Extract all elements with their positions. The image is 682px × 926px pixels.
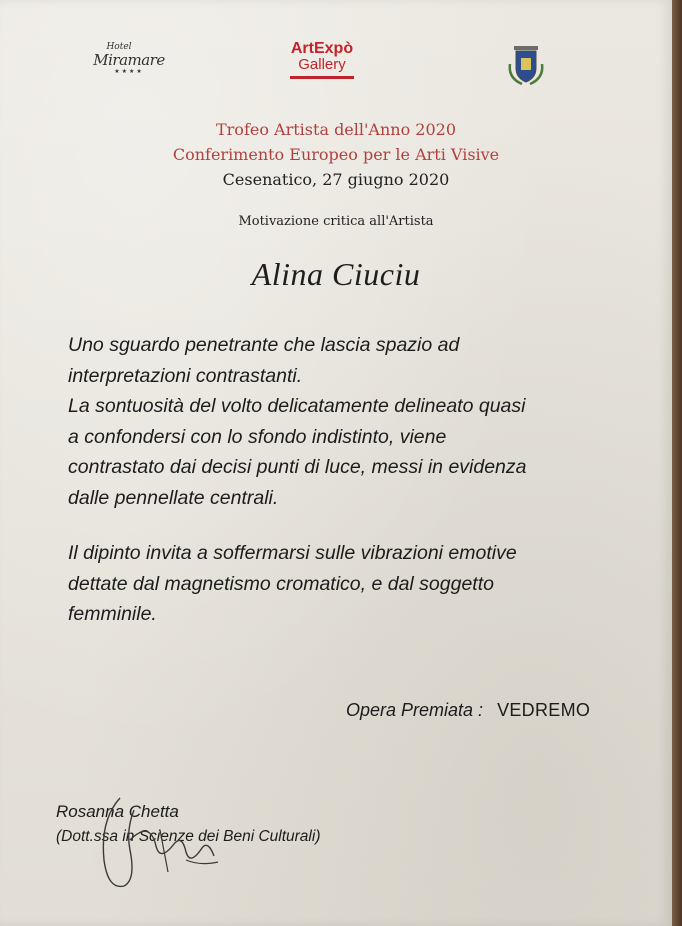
critique-line: Il dipinto invita a soffermarsi sulle vibrazioni emotive — [68, 542, 517, 564]
awarded-work-title: VEDREMO — [497, 700, 591, 720]
artexpo-logo-line1: ArtExpò — [290, 40, 354, 57]
artexpo-logo-line2: Gallery — [298, 56, 346, 73]
award-subtitle: Conferimento Europeo per le Arti Visive — [172, 145, 500, 164]
awarded-work — [346, 700, 590, 721]
critique-line: dalle pennellate centrali. — [68, 486, 279, 509]
trophy-title: Trofeo Artista dell'Anno 2020 — [215, 120, 457, 139]
critique-line: dettate dal magnetismo cromatico, e dal soggetto — [68, 572, 494, 595]
municipal-crest-icon — [506, 44, 546, 88]
artexpo-logo-underline — [290, 76, 354, 79]
critique-line: interpretazioni contrastanti. — [68, 364, 303, 387]
hotel-logo-stars: ★★★★ — [114, 68, 144, 75]
background-edge — [672, 0, 682, 926]
artist-name: Alina Ciuciu — [251, 256, 421, 292]
artexpo-gallery-logo — [282, 40, 362, 79]
awarded-work-label: Opera Premiata : — [346, 700, 484, 720]
place-date: Cesenatico, 27 giugno 2020 — [222, 170, 450, 189]
critique-line: La sontuosità del volto delicatamente delineato quasi — [68, 395, 526, 417]
critique-line: Uno sguardo penetrante che lascia spazio ad — [68, 334, 460, 356]
critique-line: contrastato dai decisi punti di luce, messi in evidenza — [68, 456, 527, 478]
signatory-role: (Dott.ssa in Scienze dei Beni Culturali) — [56, 828, 321, 845]
hotel-miramare-logo — [84, 42, 174, 76]
hotel-logo-line1: Hotel — [106, 42, 132, 52]
critique-paragraph-2 — [68, 538, 628, 630]
signatory-name: Rosanna Chetta — [56, 802, 179, 821]
critique-paragraph-1 — [68, 330, 628, 513]
motivation-label: Motivazione critica all'Artista — [238, 214, 434, 229]
critique-line: a confondersi con lo sfondo indistinto, viene — [68, 425, 447, 448]
hotel-logo-line2: Miramare — [93, 51, 165, 69]
critique-line: femminile. — [68, 603, 157, 625]
